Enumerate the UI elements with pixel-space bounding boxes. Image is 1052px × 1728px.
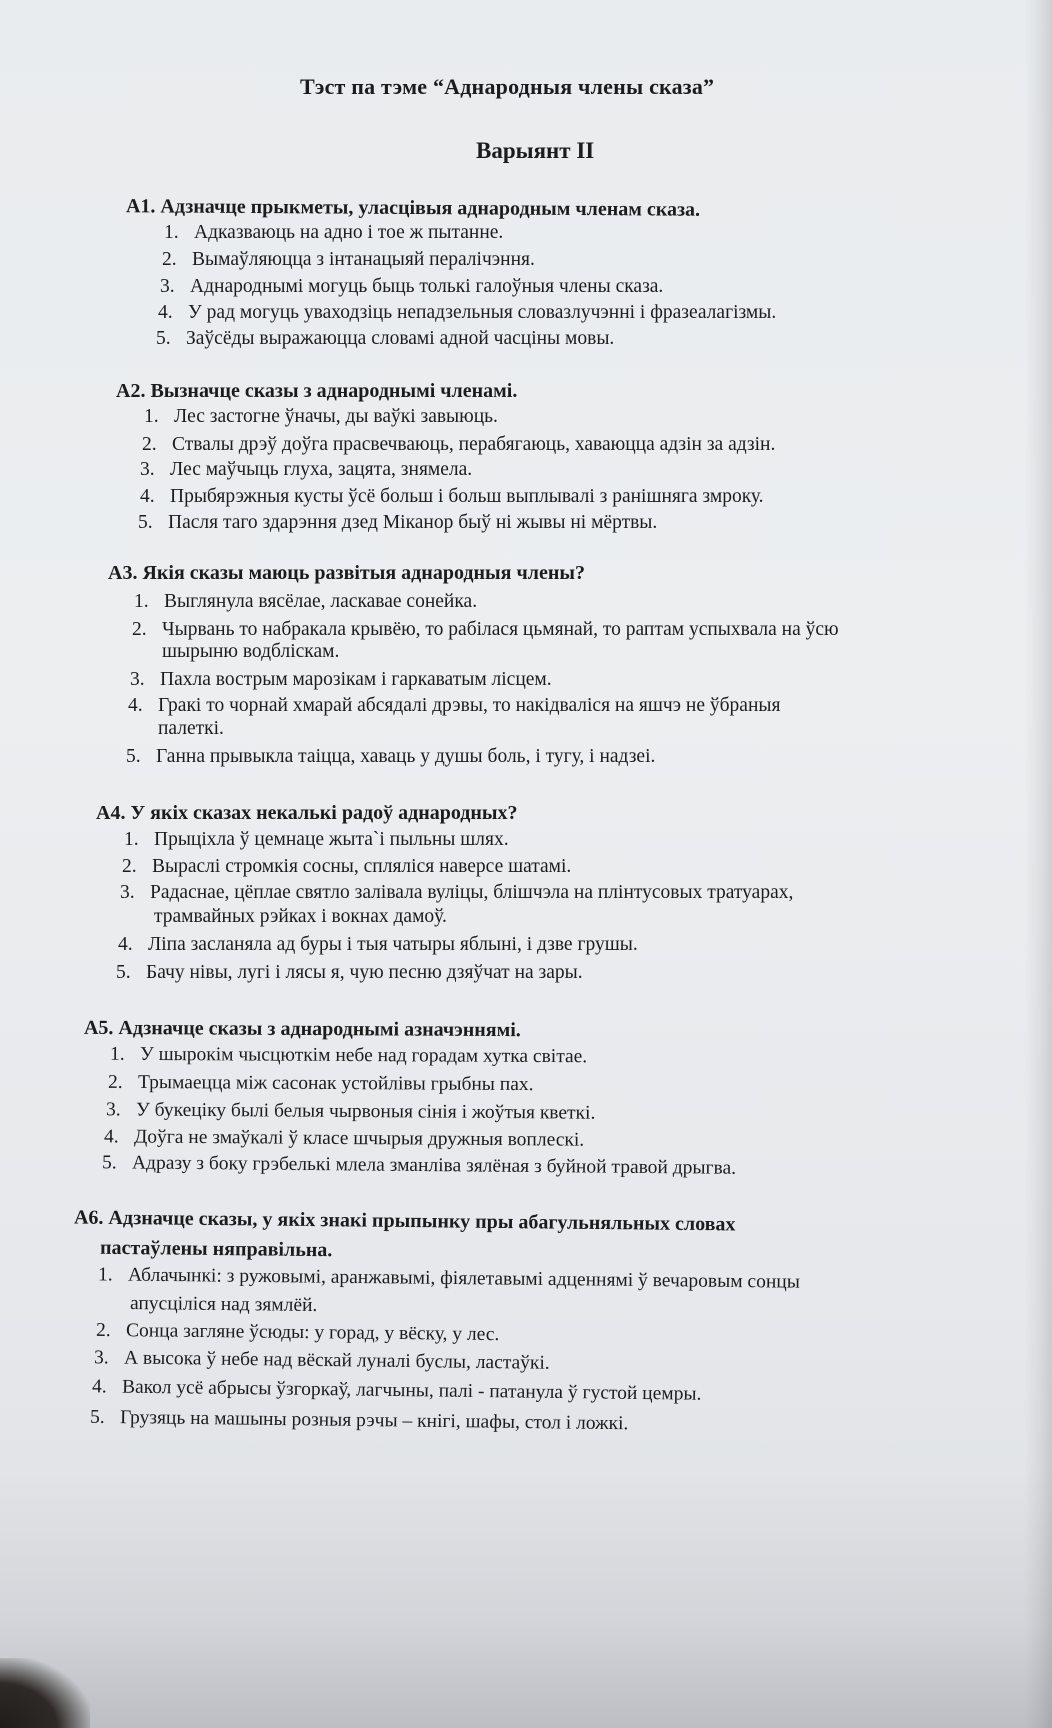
item-number: 1. <box>134 591 149 612</box>
dark-corner <box>0 1658 90 1728</box>
item-number: 5. <box>116 962 131 983</box>
list-item <box>162 249 535 271</box>
item-text: Прыціхла ў цемнаце жыта`і пыльны шлях. <box>154 829 509 850</box>
item-continuation: апусціліся над зямлёй. <box>129 1293 318 1316</box>
item-number: 3. <box>93 1347 109 1369</box>
item-number: 2. <box>122 856 137 877</box>
item-text: Ганна прывыкла таіцца, хаваць у душы боль, і тугу, і надзеі. <box>156 746 656 767</box>
item-text: Пахла вострым марозікам і гаркаватым лісцем. <box>160 669 552 690</box>
item-continuation: трамвайных рэйках і вокнах дамоў. <box>154 906 447 927</box>
list-item <box>104 1126 584 1151</box>
item-text: Сонца загляне ўсюды: у горад, у вёску, у лес. <box>125 1320 500 1346</box>
item-number: 3. <box>140 459 155 480</box>
question-a6-label: А6. Адзначце сказы, у якіх знакі прыпынку пры абагульняльных словах <box>73 1206 736 1236</box>
item-number: 4. <box>140 486 155 507</box>
bottom-shadow <box>0 1468 1052 1728</box>
item-text: Лес маўчыць глуха, зацята, знямела. <box>170 459 473 480</box>
item-text: Доўга не змаўкалі ў класе шчырыя дружныя воплескі. <box>133 1126 585 1151</box>
item-number: 2. <box>95 1319 111 1342</box>
question-a2-label: А2. Вызначце сказы з аднароднымі членамі. <box>116 380 518 402</box>
item-number: 1. <box>124 829 139 850</box>
item-continuation: шырыню водблiскам. <box>162 641 340 662</box>
item-text: У шырокім чысцюткім небе над горадам хутка світае. <box>139 1043 588 1068</box>
question-a6-label-continuation: пастаўлены няправільна. <box>99 1236 333 1262</box>
list-item <box>118 934 638 956</box>
item-number: 2. <box>107 1071 123 1093</box>
list-item <box>132 619 839 641</box>
question-a4-label: А4. У якіх сказах некалькі радоў аднародных? <box>96 802 518 824</box>
list-item <box>108 1072 534 1096</box>
item-number: 4. <box>128 695 143 716</box>
list-item <box>134 591 477 613</box>
list-item <box>140 486 764 508</box>
list-item <box>110 1044 587 1068</box>
item-text: Пасля таго здарэння дзед Міканор быў ні жывы ні мёртвы. <box>168 512 658 533</box>
item-number: 5. <box>126 746 141 767</box>
item-text: А высока ў небе над вёскай луналі буслы, ластаўкі. <box>123 1347 550 1374</box>
item-number: 4. <box>91 1376 107 1398</box>
item-number: 1. <box>97 1264 113 1286</box>
list-item <box>92 1376 702 1405</box>
item-text: Вакол усё абрысы ўзгоркаў, лагчыны, палі - патанула ў густой цемры. <box>121 1376 702 1405</box>
item-text: Чырвань то набракала крывёю, то рабілася цьмянай, то раптам успыхвала на ўсю <box>162 619 839 640</box>
list-item <box>116 962 583 984</box>
item-number: 3. <box>120 882 135 903</box>
item-text: Адказваюць на адно і тое ж пытанне. <box>194 222 504 243</box>
list-item <box>160 276 663 298</box>
list-item <box>128 695 780 717</box>
item-text: Радаснае, цёплае святло залівала вуліцы, блішчэла на плінтусовых тратуарах, <box>150 882 794 903</box>
list-item <box>130 669 552 691</box>
item-number: 1. <box>144 406 159 427</box>
item-text: Выглянула вясёлае, ласкавае сонейка. <box>164 591 478 612</box>
item-text: Грузяць на машыны розныя рэчы – кнігі, шафы, стол і ложкі. <box>119 1407 629 1435</box>
item-number: 2. <box>142 434 157 455</box>
item-number: 5. <box>138 512 153 533</box>
item-number: 3. <box>105 1099 121 1121</box>
item-number: 4. <box>103 1126 119 1148</box>
question-a3-label: А3. Якія сказы маюць развітыя аднародныя члены? <box>108 562 585 584</box>
item-text: Аблачынкі: з ружовымі, аранжавымі, фіялетавымі адценнямі ў вечаровым сонцы <box>127 1264 800 1293</box>
item-text: Гракі то чорнай хмарай абсядалі дрэвы, то накідваліся на яшчэ не ўбраныя <box>158 695 781 716</box>
list-item <box>156 328 614 350</box>
item-text: Заўсёды выражаюцца словамі адной часціны мовы. <box>186 328 615 349</box>
list-item <box>96 1320 500 1346</box>
item-text: Адразу з боку грэбелькі млела зманліва зялёная з буйной травой дрыгва. <box>131 1152 737 1179</box>
item-number: 5. <box>89 1406 105 1428</box>
list-item <box>120 882 793 904</box>
list-item <box>102 1152 736 1180</box>
item-text: Ствалы дрэў доўга прасвечваюць, перабягаюць, хаваюцца адзін за адзін. <box>172 434 776 455</box>
list-item <box>158 302 776 324</box>
item-text: Аднароднымі могуць быць толькі галоўныя члены сказа. <box>190 276 664 297</box>
item-continuation: палеткі. <box>158 718 224 739</box>
question-a5-label: А5. Адзначце сказы з аднароднымі азначэннямі. <box>83 1016 521 1042</box>
item-text: Ліпа засланяла ад буры і тыя чатыры яблыні, і дзве грушы. <box>148 934 638 955</box>
list-item <box>140 459 472 481</box>
variant-heading: Варыянт ІІ <box>476 138 595 163</box>
item-number: 2. <box>162 249 177 270</box>
list-item <box>144 406 498 428</box>
item-number: 3. <box>130 669 145 690</box>
list-item <box>124 829 509 851</box>
item-number: 1. <box>164 222 179 243</box>
item-number: 5. <box>156 328 171 349</box>
list-item <box>94 1347 550 1375</box>
item-text: Выраслі стромкія сосны, спляліся наверсе шатамі. <box>152 856 572 877</box>
page-title: Тэст па тэме “Аднародныя члены сказа” <box>300 74 715 99</box>
item-number: 5. <box>101 1152 117 1174</box>
list-item <box>106 1099 596 1124</box>
item-text: Лес застогне ўначы, ды ваўкі завыюць. <box>174 406 498 427</box>
item-text: У букецiку былі белыя чырвоныя сінія і жоўтыя кветкі. <box>135 1099 596 1124</box>
item-number: 4. <box>118 934 133 955</box>
item-text: Прыбярэжныя кусты ўсё больш і больш выплывалі з ранішняга змроку. <box>170 486 764 507</box>
item-number: 4. <box>158 302 173 323</box>
item-text: Трымаецца між сасонак устойлівы грыбны пах. <box>137 1072 534 1096</box>
list-item <box>138 512 657 534</box>
item-number: 1. <box>109 1043 125 1065</box>
list-item <box>90 1407 629 1436</box>
item-number: 2. <box>132 619 147 640</box>
item-number: 3. <box>160 276 175 297</box>
list-item <box>122 856 571 878</box>
list-item <box>126 746 655 768</box>
list-item <box>142 434 775 456</box>
list-item <box>98 1264 800 1293</box>
item-text: Бачу нівы, лугі і лясы я, чую песню дзяўчат на зары. <box>146 962 583 983</box>
list-item <box>164 222 503 244</box>
item-text: У рад могуць уваходзіць непадзельныя словазлучэнні і фразеалагізмы. <box>188 302 777 323</box>
item-text: Вымаўляюцца з інтанацыяй пералічэння. <box>192 249 535 270</box>
question-a1-label: А1. Адзначце прыкметы, уласцівыя аднародным членам сказа. <box>125 195 701 221</box>
